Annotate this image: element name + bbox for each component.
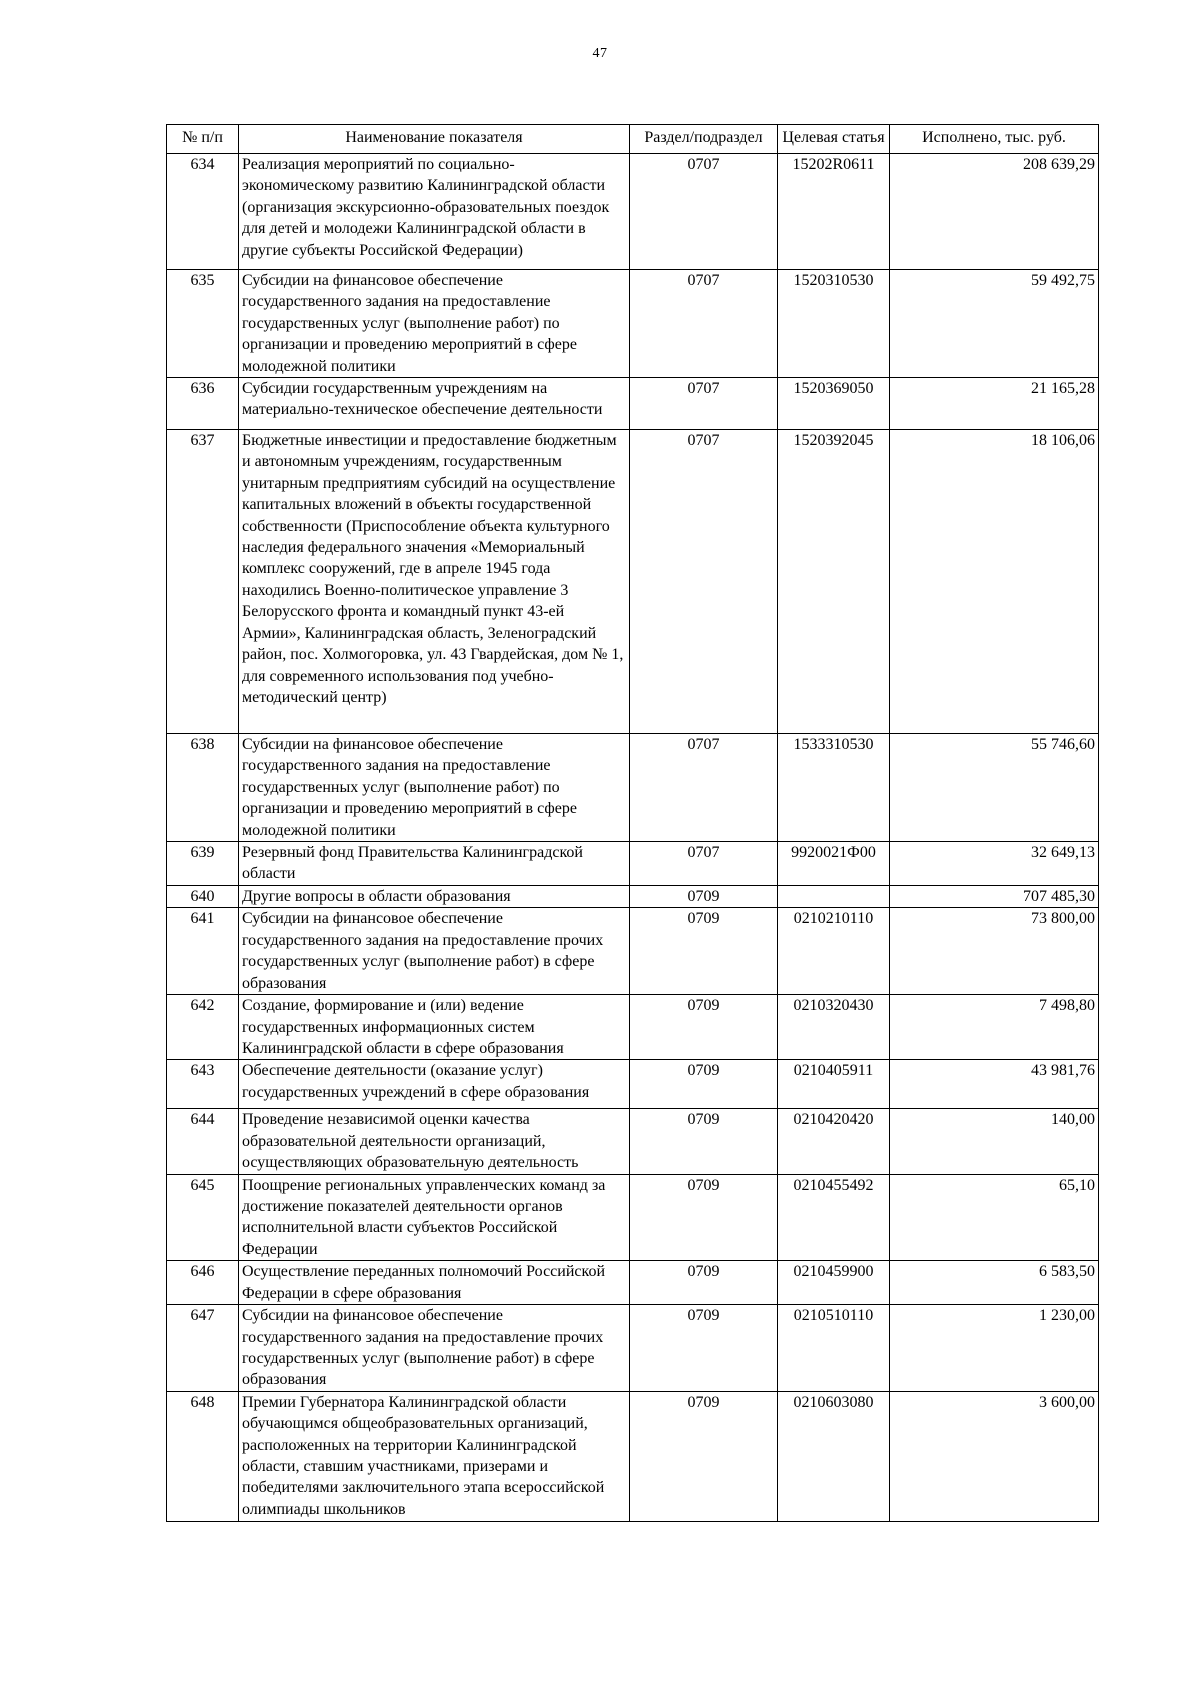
row-section: 0707 — [630, 734, 778, 842]
row-section: 0709 — [630, 1109, 778, 1174]
row-number: 645 — [167, 1174, 239, 1261]
row-section: 0709 — [630, 995, 778, 1060]
table-row — [167, 1261, 1099, 1305]
row-amount: 59 492,75 — [890, 270, 1099, 378]
row-number: 640 — [167, 886, 239, 908]
row-indicator-name: Субсидии на финансовое обеспечение государственного задания на предоставление прочих государственных услуг (выполнение работ) в сфере образования — [239, 908, 630, 995]
row-target-article: 1520369050 — [778, 378, 890, 430]
row-target-article: 0210459900 — [778, 1261, 890, 1305]
row-section: 0707 — [630, 154, 778, 270]
table-row — [167, 154, 1099, 270]
row-target-article: 1520310530 — [778, 270, 890, 378]
table-row — [167, 734, 1099, 842]
row-amount: 7 498,80 — [890, 995, 1099, 1060]
row-target-article: 0210210110 — [778, 908, 890, 995]
row-target-article — [778, 886, 890, 908]
header-target: Целевая статья — [778, 125, 890, 154]
row-number: 646 — [167, 1261, 239, 1305]
row-indicator-name: Обеспечение деятельности (оказание услуг) государственных учреждений в сфере образования — [239, 1060, 630, 1109]
row-target-article: 0210420420 — [778, 1109, 890, 1174]
row-target-article: 9920021Ф00 — [778, 842, 890, 886]
row-number: 636 — [167, 378, 239, 430]
row-target-article: 0210405911 — [778, 1060, 890, 1109]
row-amount: 6 583,50 — [890, 1261, 1099, 1305]
row-indicator-name: Премии Губернатора Калининградской области обучающимся общеобразовательных организаций, расположенных на территории Калининградской области, ставшим участниками, призерами и победителями заключительного этапа всероссийской олимпиады школьников — [239, 1391, 630, 1521]
table-row — [167, 430, 1099, 734]
row-indicator-name: Поощрение региональных управленческих команд за достижение показателей деятельности органов исполнительной власти субъектов Российской Федерации — [239, 1174, 630, 1261]
table-row — [167, 1174, 1099, 1261]
row-amount: 707 485,30 — [890, 886, 1099, 908]
row-indicator-name: Субсидии на финансовое обеспечение государственного задания на предоставление государственных услуг (выполнение работ) по организации и проведению мероприятий в сфере молодежной политики — [239, 270, 630, 378]
row-section: 0709 — [630, 1060, 778, 1109]
row-indicator-name: Осуществление переданных полномочий Российской Федерации в сфере образования — [239, 1261, 630, 1305]
row-section: 0709 — [630, 908, 778, 995]
header-num: № п/п — [167, 125, 239, 154]
row-section: 0707 — [630, 842, 778, 886]
row-number: 635 — [167, 270, 239, 378]
row-number: 642 — [167, 995, 239, 1060]
table-header-row — [167, 125, 1099, 154]
table-row — [167, 1109, 1099, 1174]
table-row — [167, 886, 1099, 908]
row-amount: 18 106,06 — [890, 430, 1099, 734]
table-row — [167, 1305, 1099, 1392]
table-row — [167, 1391, 1099, 1521]
table-row — [167, 842, 1099, 886]
row-number: 644 — [167, 1109, 239, 1174]
row-amount: 3 600,00 — [890, 1391, 1099, 1521]
row-amount: 21 165,28 — [890, 378, 1099, 430]
row-indicator-name: Другие вопросы в области образования — [239, 886, 630, 908]
row-indicator-name: Проведение независимой оценки качества образовательной деятельности организаций, осуществляющих образовательную деятельность — [239, 1109, 630, 1174]
header-section: Раздел/подраздел — [630, 125, 778, 154]
row-section: 0709 — [630, 1305, 778, 1392]
row-number: 647 — [167, 1305, 239, 1392]
row-indicator-name: Субсидии на финансовое обеспечение государственного задания на предоставление государственных услуг (выполнение работ) по организации и проведению мероприятий в сфере молодежной политики — [239, 734, 630, 842]
row-section: 0707 — [630, 270, 778, 378]
row-indicator-name: Субсидии на финансовое обеспечение государственного задания на предоставление прочих государственных услуг (выполнение работ) в сфере образования — [239, 1305, 630, 1392]
row-indicator-name: Субсидии государственным учреждениям на материально-техническое обеспечение деятельности — [239, 378, 630, 430]
table-row — [167, 908, 1099, 995]
header-name: Наименование показателя — [239, 125, 630, 154]
row-indicator-name: Создание, формирование и (или) ведение государственных информационных систем Калининградской области в сфере образования — [239, 995, 630, 1060]
row-number: 638 — [167, 734, 239, 842]
row-amount: 73 800,00 — [890, 908, 1099, 995]
row-section: 0709 — [630, 1391, 778, 1521]
page-number: 47 — [592, 46, 608, 61]
row-amount: 43 981,76 — [890, 1060, 1099, 1109]
row-target-article: 0210603080 — [778, 1391, 890, 1521]
row-amount: 32 649,13 — [890, 842, 1099, 886]
row-number: 639 — [167, 842, 239, 886]
row-indicator-name: Бюджетные инвестиции и предоставление бюджетным и автономным учреждениям, государственным унитарным предприятиям субсидий на осуществление капитальных вложений в объекты государственной собственности (Приспособление объекта культурного наследия федерального значения «Мемориальный комплекс сооружений, где в апреле 1945 года находились Военно-политическое управление 3 Белорусского фронта и командный пункт 43-ей Армии», Калининградская область, Зеленоградский район, пос. Холмогоровка, ул. 43 Гвардейская, дом № 1, для современного использования под учебно-методический центр) — [239, 430, 630, 734]
row-target-article: 0210510110 — [778, 1305, 890, 1392]
row-indicator-name: Резервный фонд Правительства Калининградской области — [239, 842, 630, 886]
row-target-article: 0210455492 — [778, 1174, 890, 1261]
row-section: 0707 — [630, 430, 778, 734]
row-number: 648 — [167, 1391, 239, 1521]
row-indicator-name: Реализация мероприятий по социально-экономическому развитию Калининградской области (организация экскурсионно-образовательных поездок для детей и молодежи Калининградской области в другие субъекты Российской Федерации) — [239, 154, 630, 270]
row-section: 0707 — [630, 378, 778, 430]
row-target-article: 1533310530 — [778, 734, 890, 842]
row-target-article: 0210320430 — [778, 995, 890, 1060]
row-section: 0709 — [630, 1261, 778, 1305]
budget-execution-table — [166, 124, 1099, 1522]
row-section: 0709 — [630, 886, 778, 908]
row-amount: 65,10 — [890, 1174, 1099, 1261]
row-target-article: 15202R0611 — [778, 154, 890, 270]
row-number: 641 — [167, 908, 239, 995]
table-row — [167, 378, 1099, 430]
table-row — [167, 1060, 1099, 1109]
row-number: 643 — [167, 1060, 239, 1109]
row-amount: 1 230,00 — [890, 1305, 1099, 1392]
table-row — [167, 270, 1099, 378]
row-target-article: 1520392045 — [778, 430, 890, 734]
row-amount: 55 746,60 — [890, 734, 1099, 842]
row-number: 634 — [167, 154, 239, 270]
header-amount: Исполнено, тыс. руб. — [890, 125, 1099, 154]
row-amount: 140,00 — [890, 1109, 1099, 1174]
table-row — [167, 995, 1099, 1060]
row-section: 0709 — [630, 1174, 778, 1261]
row-amount: 208 639,29 — [890, 154, 1099, 270]
row-number: 637 — [167, 430, 239, 734]
